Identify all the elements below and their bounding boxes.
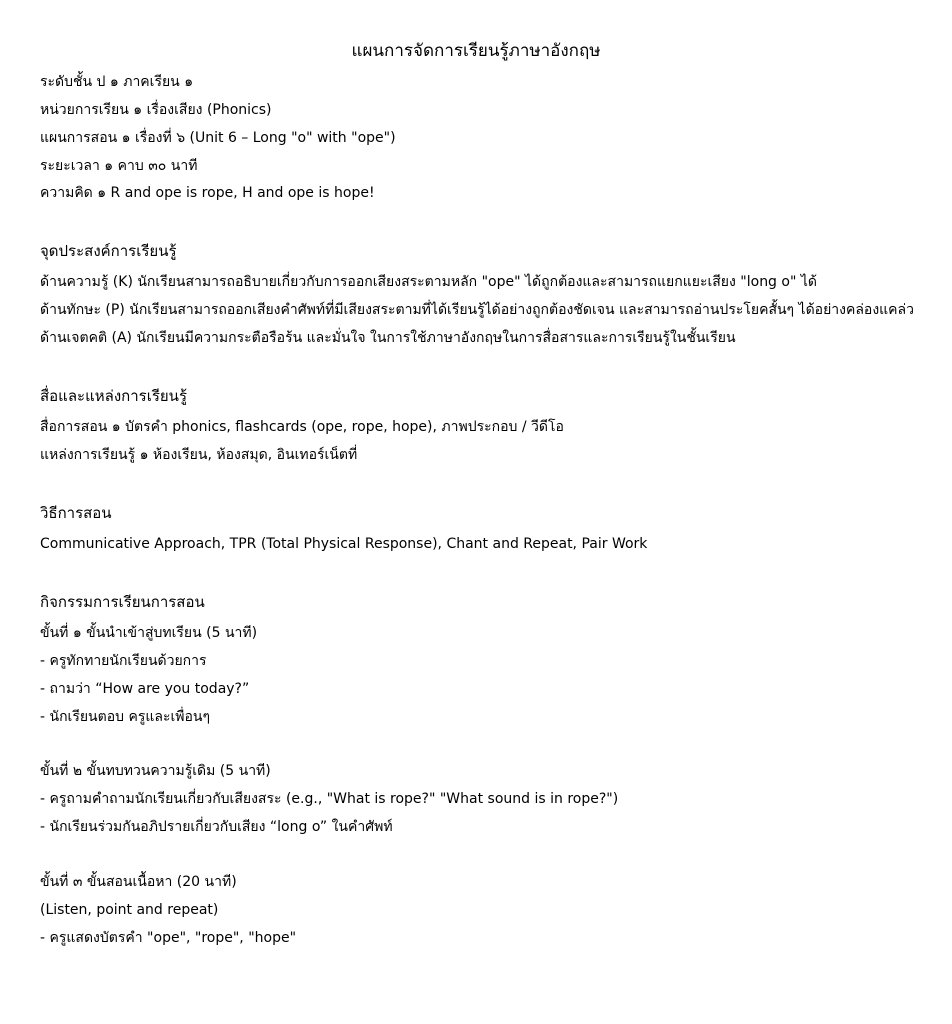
method-text: Communicative Approach, TPR (Total Physical Response), Chant and Repeat, Pair Work [40, 536, 648, 552]
step-3-item: - ครูแสดงบัตรคำ "ope", "rope", "hope" [40, 930, 297, 946]
materials-sources: แหล่งการเรียนรู้ ๑ ห้องเรียน, ห้องสมุด, อินเทอร์เน็ตที่ [40, 447, 358, 463]
step-1-item: - ถามว่า “How are you today?” [40, 681, 250, 697]
step-2-item: - นักเรียนร่วมกันอภิปรายเกี่ยวกับเสียง “long o” ในคำศัพท์ [40, 819, 393, 835]
method-heading: วิธีการสอน [40, 504, 112, 522]
step-2-item: - ครูถามคำถามนักเรียนเกี่ยวกับเสียงสระ (e.g., "What is rope?" "What sound is in rope?") [40, 791, 619, 807]
step-3-title: ขั้นที่ ๓ ขั้นสอนเนื้อหา (20 นาที) [40, 874, 237, 890]
step-1-item: - นักเรียนตอบ ครูและเพื่อนๆ [40, 709, 210, 725]
info-time: ระยะเวลา ๑ คาบ ๓๐ นาที [40, 158, 198, 174]
step-2-title: ขั้นที่ ๒ ขั้นทบทวนความรู้เดิม (5 นาที) [40, 763, 271, 779]
info-unit: หน่วยการเรียน ๑ เรื่องเสียง (Phonics) [40, 102, 272, 118]
step-3-subtitle: (Listen, point and repeat) [40, 902, 219, 918]
materials-heading: สื่อและแหล่งการเรียนรู้ [40, 387, 187, 405]
materials-media: สื่อการสอน ๑ บัตรคำ phonics, flashcards (ope, rope, hope), ภาพประกอบ / วีดีโอ [40, 419, 564, 435]
objective-knowledge: ด้านความรู้ (K) นักเรียนสามารถอธิบายเกี่ยวกับการออกเสียงสระตามหลัก "ope" ได้ถูกต้องและสามารถแยกแยะเสียง "long o" ได้ [40, 274, 817, 290]
objective-skill: ด้านทักษะ (P) นักเรียนสามารถออกเสียงคำศัพท์ที่มีเสียงสระตามที่ได้เรียนรู้ได้อย่างถูกต้องชัดเจน และสามารถอ่านประโยคสั้นๆ ได้อย่างคล่องแคล่ว [40, 302, 914, 318]
step-1-item: - ครูทักทายนักเรียนด้วยการ [40, 653, 207, 669]
objective-attitude: ด้านเจตคติ (A) นักเรียนมีความกระตือรือร้น และมั่นใจ ในการใช้ภาษาอังกฤษในการสื่อสารและการเรียนรู้ในชั้นเรียน [40, 330, 736, 346]
step-1-title: ขั้นที่ ๑ ขั้นนำเข้าสู่บทเรียน (5 นาที) [40, 625, 258, 641]
info-concept: ความคิด ๑ R and ope is rope, H and ope is hope! [40, 185, 375, 201]
info-plan: แผนการสอน ๑ เรื่องที่ ๖ (Unit 6 – Long "o" with "ope") [40, 130, 396, 146]
objectives-heading: จุดประสงค์การเรียนรู้ [40, 242, 177, 260]
document-title: แผนการจัดการเรียนรู้ภาษาอังกฤษ [351, 41, 601, 61]
activities-heading: กิจกรรมการเรียนการสอน [40, 593, 205, 611]
info-level: ระดับชั้น ป ๑ ภาคเรียน ๑ [40, 74, 194, 90]
